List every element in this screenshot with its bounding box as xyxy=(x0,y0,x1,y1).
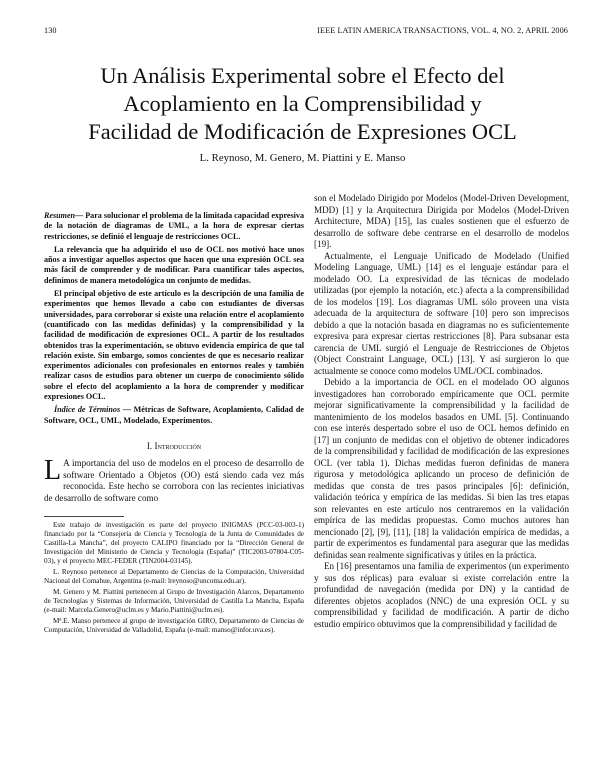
right-column xyxy=(314,193,569,630)
body-paragraph: Debido a la importancia de OCL en el modelado OO algunos investigadores han corroborado empíricamente que OCL permite mejorar significativamente la comprensibilidad y la facilidad de mantenimiento de los modelos basados en UML [5]. Continuando con ese interés despertado sobre el uso de OCL hemos definido en [17] un conjunto de medidas con el objetivo de obtener indicadores de la comprensibilidad y facilidad de modificación de las expresiones OCL (ver tabla 1). Dichas medidas fueron definidas de manera rigurosa y metodológica aplicando un proceso de definición de medidas que consta de tres pasos principales [6]: definición, validación teórica y empírica de las medidas. Si bien las tres etapas son relevantes en este artículo nos centraremos en la validación empírica de las medidas propuestas. Como muchos autores han mencionado [2], [9], [11], [18] la validación empírica de medidas, a partir de experimentos es fundamental para asegurar que las medidas definidas sean realmente significativas y útiles en la práctica. xyxy=(314,377,569,560)
title-line: Facilidad de Modificación de Expresiones OCL xyxy=(88,119,517,144)
left-column xyxy=(44,211,304,637)
body-paragraph: Actualmente, el Lenguaje Unificado de Modelado (Unified Modeling Language, UML) [14] es el lenguaje estándar para el modelado OO. La expresividad de las técnicas de modelado utilizadas (por ejemplo la notación, etc.) afecta a la comprensibilidad de los modelos [19]. Los diagramas UML sólo proveen una vista adecuada de la arquitectura de software [10] pero son imprecisos debido a que la notación basada en diagramas no es suficientemente expresiva para expresar ciertas restricciones [8]. Para subsanar esta carencia de UML surgió el Lenguaje de Restricciones de Objetos (Object Constraint Language, OCL) [13]. Y así surgieron lo que actualmente se conoce como modelos UML/OCL combinados. xyxy=(314,250,569,376)
page-number: 130 xyxy=(44,26,57,35)
author-list: L. Reynoso, M. Genero, M. Piattini y E. Manso xyxy=(199,152,406,164)
footnote: M. Genero y M. Piattini pertenecen al Grupo de Investigación Alarcos, Departamento de Tecnologías y Sistemas de Información, Universidad de Castilla La Mancha, España (e-mail: Marcela.Genero@uclm.es y Mario.Piattini@uclm.es). xyxy=(44,588,304,615)
abstract-paragraph: El principal objetivo de este artículo es la descripción de una familia de experimentos que hemos llevado a cabo con estudiantes de diversas universidades, para corroborar si existe una relación entre el acoplamiento (cuantificado con las medidas definidas) y la comprensibilidad y la facilidad de modificación de expresiones OCL. A partir de los resultados obtenidos tras la experimentación, se obtuvo evidencia empírica de que tal relación existe. Sin embargo, somos concientes de que es necesario realizar experimentos adicionales con profesionales en entornos reales y también realizar casos de estudios para obtener un cuerpo de conocimiento sólido sobre el efecto del acoplamiento a la hora de comprender y modificar expresiones OCL. xyxy=(44,289,304,402)
index-terms-label: Índice de Términos xyxy=(54,405,121,415)
paper-title xyxy=(40,62,565,146)
footnotes xyxy=(44,521,304,635)
section-heading: I. Introducción xyxy=(146,440,202,451)
abstract-paragraph: Resumen— Para solucionar el problema de la limitada capacidad expresiva de la notación de diagramas de UML, a la hora de expresar ciertas restricciones, se definió el lenguaje de restricciones OCL. xyxy=(44,211,304,241)
title-line: Acoplamiento en la Comprensibilidad y xyxy=(123,91,482,116)
footnote: Mª.E. Manso pertenece al grupo de investigación GIRO, Departamento de Ciencias de Computación, Universidad de Valladolid, España (e-mail: manso@infor.uva.es). xyxy=(44,617,304,635)
drop-cap: L xyxy=(44,455,62,487)
intro-paragraph: L A importancia del uso de modelos en el proceso de desarrollo de software Orientado a Objetos (OO) está siendo cada vez más reconocida. Este hecho se corrobora con las recientes iniciativas de desarrollo de software como xyxy=(44,455,304,503)
body-paragraph: son el Modelado Dirigido por Modelos (Model-Driven Development, MDD) [1] y la Arquitectura Dirigida por Modelos (Model-Driven Architecture, MDA) [15], las cuales sostienen que el esfuerzo de desarrollo de software debe centrarse en el desarrollo de modelos [19]. xyxy=(314,193,569,249)
title-line: Un Análisis Experimental sobre el Efecto del xyxy=(100,63,505,88)
footnote: Este trabajo de investigación es parte del proyecto INIGMAS (PCC-03-003-1) financiado por la “Consejería de Ciencia y Tecnología de la Junta de Comunidades de Castilla-La Mancha”, del proyecto CALIPO financiado por la “Dirección General de Investigación del Ministerio de Ciencia y Tecnología (España)” (TIC2003-07804-C05-03), y el proyecto MEC-FEDER (TIN2004-03145). xyxy=(44,521,304,566)
footnote-divider xyxy=(44,516,124,517)
abstract-label: Resumen xyxy=(44,211,76,220)
running-header: IEEE LATIN AMERICA TRANSACTIONS, VOL. 4, NO. 2, APRIL 2006 xyxy=(317,26,568,35)
abstract-paragraph: La relevancia que ha adquirido el uso de OCL nos motivó hace unos años a investigar aquellos aspectos que hacen que una expresión OCL sea más fácil de comprender y de modificar. Para cuantificar tales aspectos, definimos de manera metodológica un conjunto de medidas. xyxy=(44,244,304,285)
footnote: L. Reynoso pertenece al Departamento de Ciencias de la Computación, Universidad Nacional del Comahue, Argentina (e-mail: lreynoso@uncoma.edu.ar). xyxy=(44,568,304,586)
index-terms: Índice de Términos — Métricas de Software, Acoplamiento, Calidad de Software, OCL, UML, Modelado, Experimentos. xyxy=(44,405,304,425)
body-paragraph: En [16] presentamos una familia de experimentos (un experimento y sus dos réplicas) para evaluar si existe correlación entre la profundidad de navegación (medida por DN) y la cantidad de diferentes objetos acoplados (NNC) de una expresión OCL y su comprensibilidad y facilidad de modificación. A partir de dicho estudio empírico obtuvimos que la comprensibilidad y facilidad de xyxy=(314,561,569,629)
